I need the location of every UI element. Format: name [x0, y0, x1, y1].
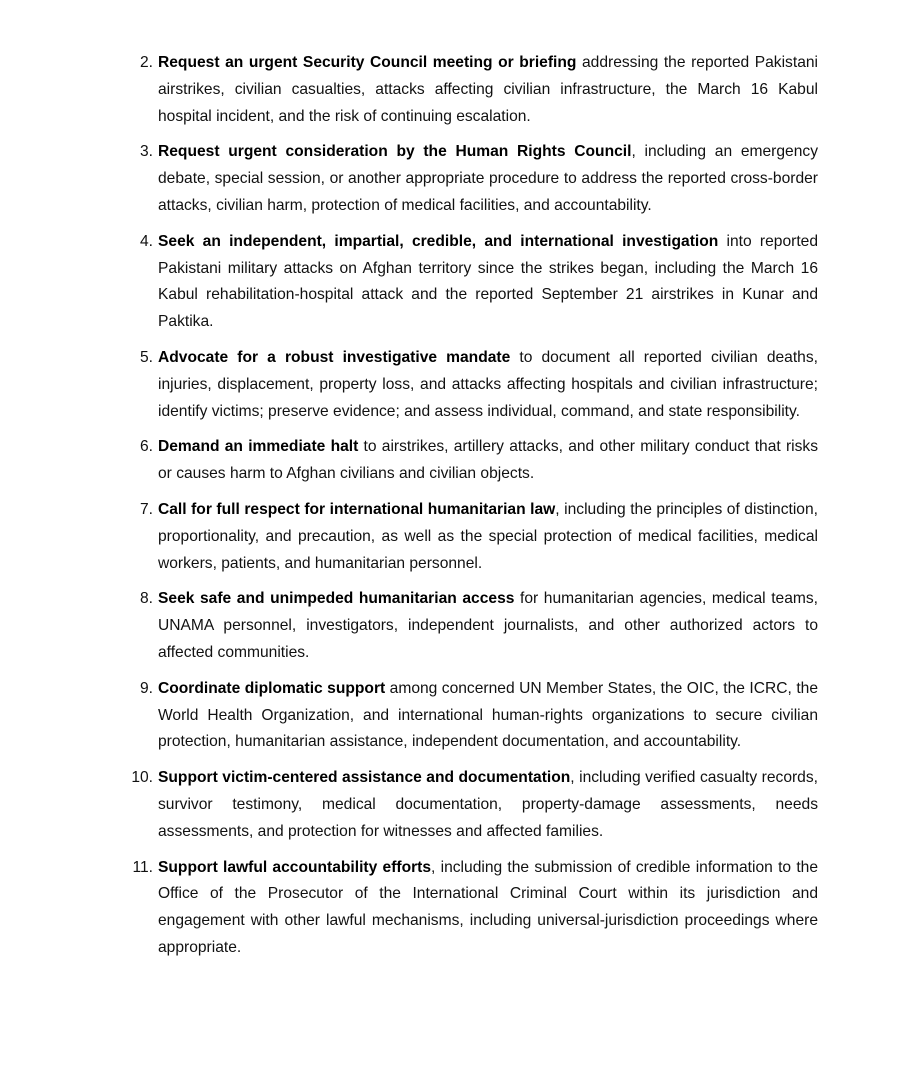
list-item-heading: Coordinate diplomatic support [158, 679, 386, 697]
list-item-body: , including an emergency debate, special session, or another appropriate procedure to address the reported cross-border attacks, civilian harm, protection of medical facilities, and accountability. [158, 143, 818, 214]
list-item-text [158, 855, 818, 962]
list-item [0, 765, 923, 845]
list-item [0, 139, 923, 219]
list-item-body: , including the principles of distinction, proportionality, and precaution, as well as the special protection of medical facilities, medical workers, patients, and humanitarian personnel. [158, 500, 818, 572]
list-item-number: 3. [139, 143, 153, 161]
list-item-body: addressing the reported Pakistani airstrikes, civilian casualties, attacks affecting civilian infrastructure, the March 16 Kabul hospital incident, and the risk of continuing escalation. [158, 54, 818, 125]
list-item [0, 497, 923, 577]
list-item-text [158, 676, 818, 756]
list-item-number: 2. [139, 54, 153, 71]
list-item-number: 4. [139, 232, 153, 250]
list-item-text [158, 586, 818, 666]
list-item [0, 345, 923, 425]
list-item-text [158, 229, 818, 336]
list-item [0, 229, 923, 336]
numbered-list [0, 50, 923, 971]
list-item-body: to airstrikes, artillery attacks, and other military conduct that risks or causes harm to Afghan civilians and civilian objects. [158, 438, 818, 483]
list-item-heading: Call for full respect for international humanitarian law [158, 500, 556, 518]
list-item-number: 5. [139, 348, 153, 366]
list-item [0, 855, 923, 962]
list-item-text [158, 345, 818, 425]
list-item-body: to document all reported civilian deaths, injuries, displacement, property loss, and attacks affecting hospitals and civilian infrastructure; identify victims; preserve evidence; and assess individual, command, and state responsibility. [158, 348, 818, 420]
list-item-body: for humanitarian agencies, medical teams, UNAMA personnel, investigators, independent journalists, and other authorized actors to affected communities. [158, 590, 818, 661]
list-item [0, 676, 923, 756]
list-item-heading: Request an urgent Security Council meeting or briefing [158, 54, 577, 71]
list-item-heading: Seek an independent, impartial, credible, and international investigation [158, 232, 719, 250]
list-item-heading: Support lawful accountability efforts [158, 858, 432, 876]
list-item-text [158, 765, 818, 845]
list-item-body: among concerned UN Member States, the OIC, the ICRC, the World Health Organization, and international human-rights organizations to secure civilian protection, humanitarian assistance, independent documentation, and accountability. [158, 679, 818, 751]
list-item-heading: Seek safe and unimpeded humanitarian access [158, 590, 515, 608]
list-item-body: into reported Pakistani military attacks on Afghan territory since the strikes began, including the March 16 Kabul rehabilitation-hospital attack and the reported September 21 airstrikes in Kunar and Paktika. [158, 232, 818, 331]
list-item-number: 7. [139, 500, 153, 518]
list-item-number: 10. [131, 769, 153, 787]
list-item [0, 586, 923, 666]
list-item-heading: Request urgent consideration by the Human Rights Council [158, 143, 632, 161]
list-item-heading: Demand an immediate halt [158, 438, 359, 456]
list-item-text [158, 497, 818, 577]
list-item-heading: Support victim-centered assistance and documentation [158, 769, 571, 787]
list-item-number: 8. [139, 590, 153, 608]
list-item-text [158, 434, 818, 488]
list-item-number: 9. [139, 679, 153, 697]
list-item-body: , including the submission of credible information to the Office of the Prosecutor of the International Criminal Court within its jurisdiction and engagement with other lawful mechanisms, including universal-jurisdiction proceedings where appropriate. [158, 858, 818, 956]
list-item-heading: Advocate for a robust investigative mandate [158, 348, 511, 366]
list-item-text [158, 139, 818, 219]
list-item-number: 6. [139, 438, 153, 456]
list-item [0, 434, 923, 488]
list-item-text [158, 50, 818, 130]
list-item [0, 50, 923, 130]
list-item-body: , including verified casualty records, survivor testimony, medical documentation, property-damage assessments, needs assessments, and protection for witnesses and affected families. [158, 769, 818, 840]
list-item-number: 11. [132, 858, 153, 876]
